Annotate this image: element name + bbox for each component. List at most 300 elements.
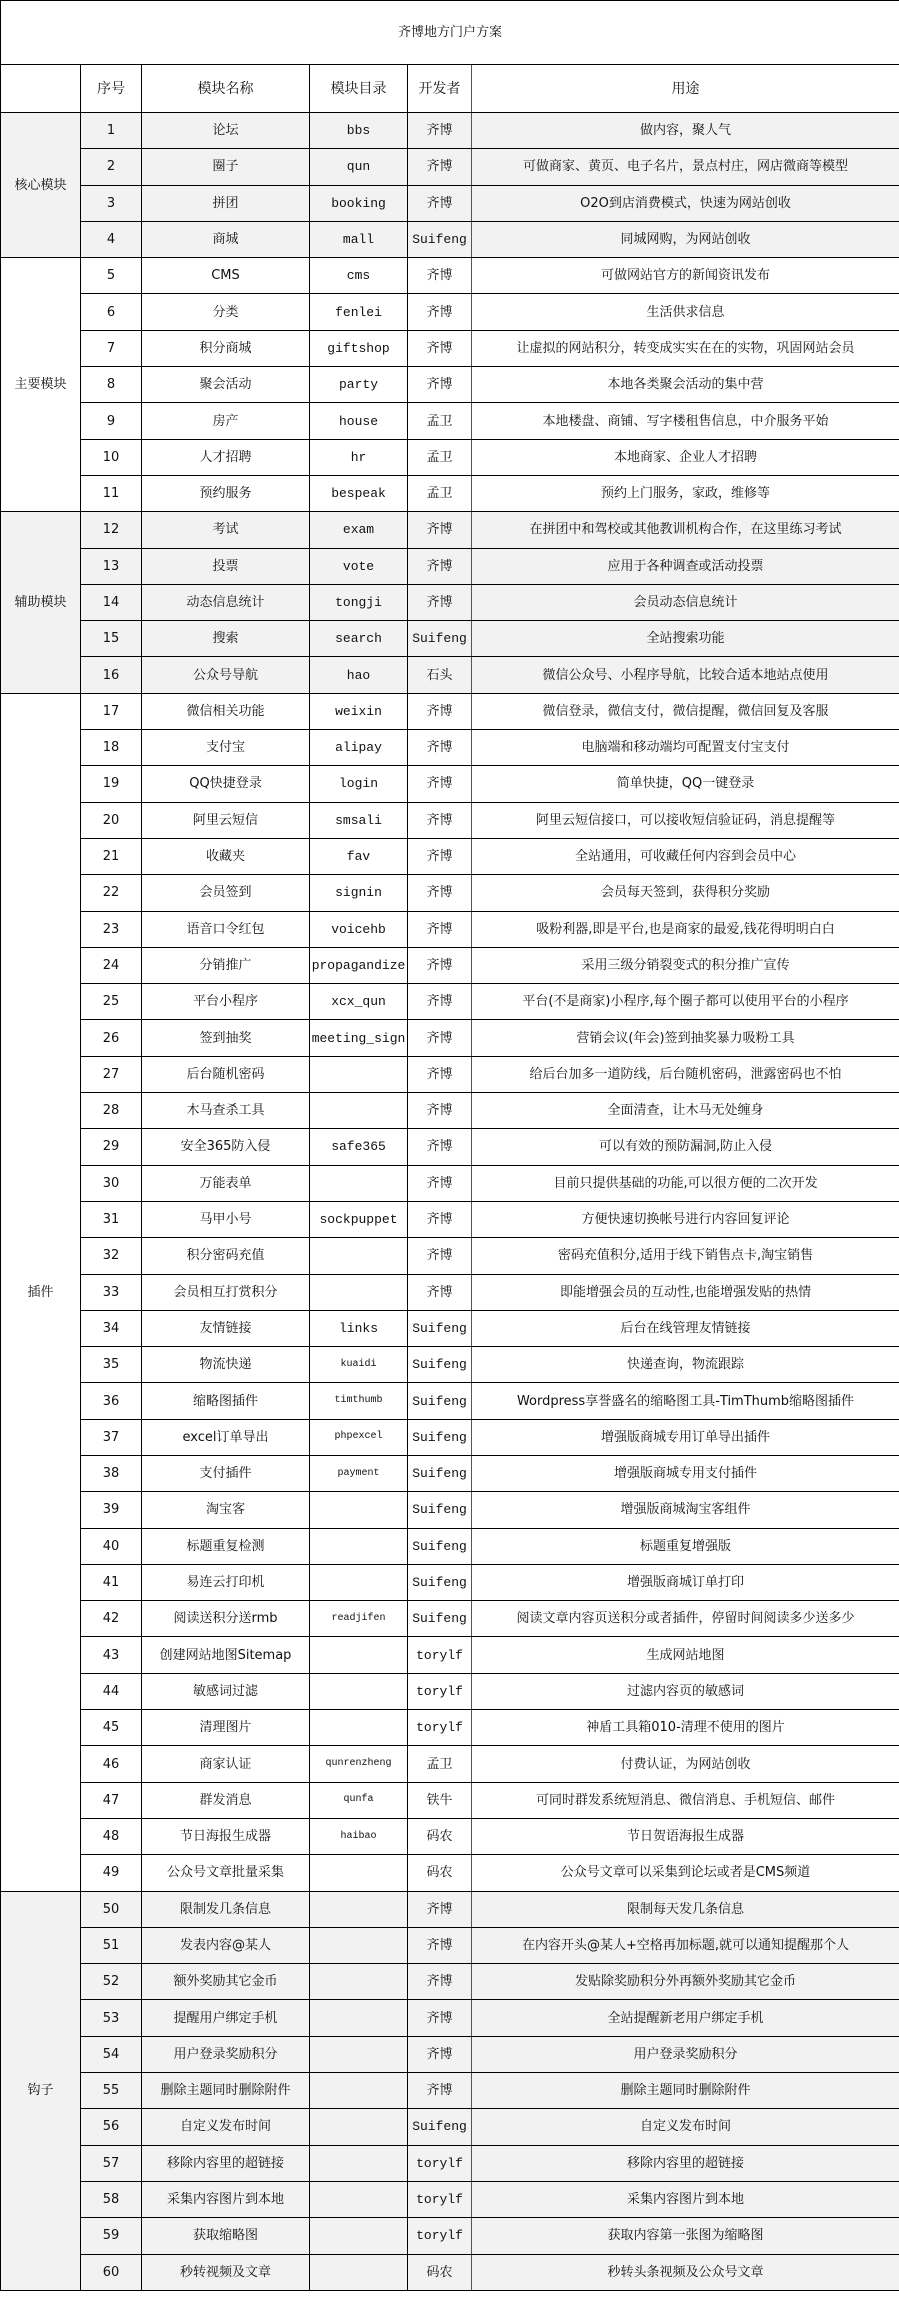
table-row [1,2109,899,2145]
table-row [1,766,899,802]
cell-module-dir: booking [310,185,408,221]
cell-module-name: 物流快递 [142,1347,310,1383]
table-row [1,657,899,693]
cell-module-name: 节日海报生成器 [142,1818,310,1854]
cell-module-name: 人才招聘 [142,439,310,475]
cell-developer: 齐博 [408,2000,472,2036]
cell-developer: 齐博 [408,911,472,947]
cell-seq: 25 [81,984,142,1020]
cell-developer: 齐博 [408,1165,472,1201]
table-row [1,221,899,257]
cell-seq: 2 [81,149,142,185]
cell-developer: 齐博 [408,693,472,729]
cell-developer: 齐博 [408,730,472,766]
cell-module-name: 淘宝客 [142,1492,310,1528]
cell-module-name: 敏感词过滤 [142,1673,310,1709]
table-row [1,1165,899,1201]
cell-module-dir: login [310,766,408,802]
table-row [1,258,899,294]
cell-module-name: 额外奖励其它金币 [142,1964,310,2000]
cell-module-dir [310,2073,408,2109]
cell-seq: 16 [81,657,142,693]
cell-module-dir: search [310,621,408,657]
cell-developer: Suifeng [408,1528,472,1564]
table-row [1,294,899,330]
cell-seq: 32 [81,1238,142,1274]
group-label: 主要模块 [1,258,81,512]
cell-seq: 42 [81,1601,142,1637]
cell-seq: 28 [81,1093,142,1129]
cell-developer: Suifeng [408,1310,472,1346]
cell-module-dir [310,1964,408,2000]
cell-module-dir: qun [310,149,408,185]
cell-usage: 阅读文章内容页送积分或者插件，停留时间阅读多少送多少 [472,1601,899,1637]
cell-developer: torylf [408,2181,472,2217]
cell-module-dir: haibao [310,1818,408,1854]
cell-module-dir: meeting_sign [310,1020,408,1056]
cell-developer: 齐博 [408,2073,472,2109]
cell-usage: 公众号文章可以采集到论坛或者是CMS频道 [472,1855,899,1891]
cell-module-name: 删除主题同时删除附件 [142,2073,310,2109]
table-row [1,512,899,548]
cell-developer: torylf [408,2145,472,2181]
table-row [1,2073,899,2109]
cell-usage: 标题重复增强版 [472,1528,899,1564]
cell-usage: 全面清查，让木马无处缠身 [472,1093,899,1129]
cell-module-dir: qunrenzheng [310,1746,408,1782]
cell-seq: 10 [81,439,142,475]
cell-usage: 付费认证，为网站创收 [472,1746,899,1782]
cell-seq: 1 [81,113,142,149]
cell-module-dir: giftshop [310,330,408,366]
cell-developer: 齐博 [408,1129,472,1165]
cell-seq: 33 [81,1274,142,1310]
cell-seq: 20 [81,802,142,838]
cell-module-name: 商家认证 [142,1746,310,1782]
table-row [1,1673,899,1709]
cell-seq: 51 [81,1927,142,1963]
cell-module-dir [310,1056,408,1092]
table-row [1,2000,899,2036]
table-row [1,1564,899,1600]
cell-usage: 微信登录，微信支付，微信提醒，微信回复及客服 [472,693,899,729]
cell-module-name: 群发消息 [142,1782,310,1818]
cell-usage: 全站通用，可收藏任何内容到会员中心 [472,838,899,874]
table-row [1,621,899,657]
cell-module-name: 签到抽奖 [142,1020,310,1056]
cell-usage: 发贴除奖励积分外再额外奖励其它金币 [472,1964,899,2000]
cell-seq: 15 [81,621,142,657]
header-dir: 模块目录 [310,65,408,113]
cell-usage: 预约上门服务，家政，维修等 [472,475,899,511]
cell-developer: torylf [408,2218,472,2254]
cell-usage: 简单快捷，QQ一键登录 [472,766,899,802]
cell-seq: 4 [81,221,142,257]
cell-seq: 60 [81,2254,142,2290]
cell-usage: O2O到店消费模式，快速为网站创收 [472,185,899,221]
table-row [1,548,899,584]
cell-usage: 让虚拟的网站积分，转变成实实在在的实物，巩固网站会员 [472,330,899,366]
cell-seq: 19 [81,766,142,802]
cell-developer: 齐博 [408,1020,472,1056]
cell-usage: 全站提醒新老用户绑定手机 [472,2000,899,2036]
cell-module-dir: sockpuppet [310,1201,408,1237]
cell-seq: 12 [81,512,142,548]
cell-usage: 后台在线管理友情链接 [472,1310,899,1346]
cell-usage: 本地楼盘、商铺、写字楼租售信息，中介服务平始 [472,403,899,439]
table-row [1,875,899,911]
cell-developer: 孟卫 [408,475,472,511]
cell-usage: 节日贺语海报生成器 [472,1818,899,1854]
table-row [1,1383,899,1419]
table-row [1,838,899,874]
cell-module-name: 后台随机密码 [142,1056,310,1092]
cell-module-name: 阿里云短信 [142,802,310,838]
cell-developer: 齐博 [408,258,472,294]
cell-seq: 24 [81,947,142,983]
table-row [1,1419,899,1455]
cell-module-dir: exam [310,512,408,548]
cell-module-dir [310,2036,408,2072]
cell-seq: 6 [81,294,142,330]
cell-usage: 会员每天签到，获得积分奖励 [472,875,899,911]
cell-usage: 在内容开头@某人+空格再加标题,就可以通知提醒那个人 [472,1927,899,1963]
cell-seq: 48 [81,1818,142,1854]
cell-seq: 53 [81,2000,142,2036]
cell-usage: 移除内容里的超链接 [472,2145,899,2181]
cell-developer: 齐博 [408,2036,472,2072]
table-row [1,984,899,1020]
cell-module-name: excel订单导出 [142,1419,310,1455]
header-group [1,65,81,113]
cell-usage: 目前只提供基础的功能,可以很方便的二次开发 [472,1165,899,1201]
cell-module-dir [310,1165,408,1201]
cell-usage: 生成网站地图 [472,1637,899,1673]
cell-seq: 47 [81,1782,142,1818]
table-row [1,2181,899,2217]
cell-usage: 增强版商城专用支付插件 [472,1455,899,1491]
cell-seq: 55 [81,2073,142,2109]
group-label: 钩子 [1,1891,81,2290]
cell-developer: Suifeng [408,1419,472,1455]
cell-usage: 增强版商城订单打印 [472,1564,899,1600]
cell-seq: 57 [81,2145,142,2181]
cell-usage: Wordpress享誉盛名的缩略图工具-TimThumb缩略图插件 [472,1383,899,1419]
cell-module-dir: cms [310,258,408,294]
cell-module-dir [310,1274,408,1310]
cell-seq: 43 [81,1637,142,1673]
cell-module-dir: mall [310,221,408,257]
table-row [1,1238,899,1274]
cell-seq: 7 [81,330,142,366]
group-label: 核心模块 [1,113,81,258]
cell-developer: 码农 [408,1855,472,1891]
cell-usage: 可同时群发系统短消息、微信消息、手机短信、邮件 [472,1782,899,1818]
cell-usage: 电脑端和移动端均可配置支付宝支付 [472,730,899,766]
cell-usage: 微信公众号、小程序导航，比较合适本地站点使用 [472,657,899,693]
cell-developer: torylf [408,1673,472,1709]
cell-seq: 27 [81,1056,142,1092]
cell-developer: 齐博 [408,584,472,620]
cell-module-dir [310,1891,408,1927]
table-row [1,2036,899,2072]
cell-usage: 采用三级分销裂变式的积分推广宣传 [472,947,899,983]
cell-module-dir [310,2181,408,2217]
cell-seq: 34 [81,1310,142,1346]
cell-usage: 密码充值积分,适用于线下销售点卡,淘宝销售 [472,1238,899,1274]
cell-module-dir: voicehb [310,911,408,947]
cell-module-name: 分类 [142,294,310,330]
cell-module-name: 秒转视频及文章 [142,2254,310,2290]
cell-module-name: 收藏夹 [142,838,310,874]
cell-module-dir [310,1673,408,1709]
cell-usage: 营销会议(年会)签到抽奖暴力吸粉工具 [472,1020,899,1056]
cell-module-name: 采集内容图片到本地 [142,2181,310,2217]
cell-usage: 做内容，聚人气 [472,113,899,149]
cell-module-dir: payment [310,1455,408,1491]
table-row [1,113,899,149]
cell-module-name: 友情链接 [142,1310,310,1346]
cell-seq: 59 [81,2218,142,2254]
table-row [1,1020,899,1056]
cell-developer: 齐博 [408,1927,472,1963]
cell-usage: 吸粉利器,即是平台,也是商家的最爱,钱花得明明白白 [472,911,899,947]
cell-usage: 给后台加多一道防线，后台随机密码，泄露密码也不怕 [472,1056,899,1092]
cell-developer: 齐博 [408,1093,472,1129]
cell-module-name: 提醒用户绑定手机 [142,2000,310,2036]
table-row [1,1782,899,1818]
table-row [1,730,899,766]
cell-developer: Suifeng [408,221,472,257]
table-row [1,149,899,185]
cell-seq: 54 [81,2036,142,2072]
cell-seq: 3 [81,185,142,221]
cell-developer: 码农 [408,1818,472,1854]
cell-developer: Suifeng [408,1492,472,1528]
table-row [1,693,899,729]
cell-module-name: 考试 [142,512,310,548]
header-dev: 开发者 [408,65,472,113]
cell-module-name: 拼团 [142,185,310,221]
cell-usage: 采集内容图片到本地 [472,2181,899,2217]
cell-module-dir [310,1855,408,1891]
cell-module-name: 易连云打印机 [142,1564,310,1600]
table-row [1,475,899,511]
cell-module-dir: xcx_qun [310,984,408,1020]
cell-developer: 石头 [408,657,472,693]
table-row [1,1528,899,1564]
table-row [1,1927,899,1963]
table-row [1,2218,899,2254]
cell-usage: 应用于各种调查或活动投票 [472,548,899,584]
cell-developer: Suifeng [408,1564,472,1600]
cell-developer: 铁牛 [408,1782,472,1818]
cell-module-name: 微信相关功能 [142,693,310,729]
cell-seq: 8 [81,367,142,403]
cell-module-name: 支付插件 [142,1455,310,1491]
cell-developer: Suifeng [408,621,472,657]
cell-developer: Suifeng [408,1601,472,1637]
cell-seq: 21 [81,838,142,874]
cell-developer: 齐博 [408,548,472,584]
table-row [1,802,899,838]
table-row [1,403,899,439]
cell-seq: 30 [81,1165,142,1201]
cell-developer: 齐博 [408,1964,472,2000]
table-row [1,1310,899,1346]
table-row [1,1455,899,1491]
table-row [1,1492,899,1528]
header-name: 模块名称 [142,65,310,113]
cell-seq: 37 [81,1419,142,1455]
cell-seq: 14 [81,584,142,620]
cell-developer: 齐博 [408,185,472,221]
table-row [1,330,899,366]
cell-usage: 本地商家、企业人才招聘 [472,439,899,475]
cell-developer: 齐博 [408,113,472,149]
cell-module-dir [310,1093,408,1129]
cell-seq: 29 [81,1129,142,1165]
cell-developer: 码农 [408,2254,472,2290]
cell-developer: 齐博 [408,149,472,185]
cell-seq: 49 [81,1855,142,1891]
cell-usage: 用户登录奖励积分 [472,2036,899,2072]
cell-seq: 11 [81,475,142,511]
header-use: 用途 [472,65,899,113]
table-row [1,1274,899,1310]
cell-seq: 41 [81,1564,142,1600]
cell-seq: 23 [81,911,142,947]
cell-usage: 限制每天发几条信息 [472,1891,899,1927]
cell-developer: Suifeng [408,1347,472,1383]
cell-module-dir [310,2254,408,2290]
table-row [1,185,899,221]
cell-seq: 17 [81,693,142,729]
cell-module-dir: party [310,367,408,403]
cell-module-dir: hao [310,657,408,693]
cell-module-name: 万能表单 [142,1165,310,1201]
cell-module-dir: timthumb [310,1383,408,1419]
cell-usage: 神盾工具箱010-清理不使用的图片 [472,1710,899,1746]
cell-module-dir [310,1927,408,1963]
cell-usage: 增强版商城专用订单导出插件 [472,1419,899,1455]
cell-usage: 生活供求信息 [472,294,899,330]
cell-developer: 齐博 [408,984,472,1020]
cell-module-name: 限制发几条信息 [142,1891,310,1927]
table-row [1,2145,899,2181]
cell-developer: 孟卫 [408,1746,472,1782]
cell-developer: torylf [408,1710,472,1746]
table-row [1,1964,899,2000]
cell-usage: 可做商家、黄页、电子名片，景点村庄，网店微商等模型 [472,149,899,185]
cell-seq: 40 [81,1528,142,1564]
cell-module-name: 木马查杀工具 [142,1093,310,1129]
cell-developer: Suifeng [408,2109,472,2145]
cell-module-dir: safe365 [310,1129,408,1165]
cell-module-dir [310,2000,408,2036]
cell-module-dir: alipay [310,730,408,766]
cell-seq: 35 [81,1347,142,1383]
cell-module-dir: hr [310,439,408,475]
cell-module-dir: smsali [310,802,408,838]
table-row [1,1201,899,1237]
cell-module-name: 搜索 [142,621,310,657]
cell-module-name: CMS [142,258,310,294]
cell-seq: 46 [81,1746,142,1782]
cell-developer: 齐博 [408,802,472,838]
cell-developer: 齐博 [408,1238,472,1274]
cell-usage: 全站搜索功能 [472,621,899,657]
table-row [1,947,899,983]
cell-developer: Suifeng [408,1383,472,1419]
cell-module-name: 支付宝 [142,730,310,766]
cell-module-dir: kuaidi [310,1347,408,1383]
cell-module-dir [310,2109,408,2145]
cell-module-dir [310,1564,408,1600]
table-row [1,1710,899,1746]
table-row [1,1093,899,1129]
table-row [1,367,899,403]
cell-developer: 齐博 [408,1891,472,1927]
cell-module-dir [310,1492,408,1528]
cell-module-name: 阅读送积分送rmb [142,1601,310,1637]
cell-usage: 删除主题同时删除附件 [472,2073,899,2109]
cell-module-dir: tongji [310,584,408,620]
cell-developer: 孟卫 [408,403,472,439]
table-row [1,1601,899,1637]
table-row [1,1746,899,1782]
table-row [1,1818,899,1854]
cell-developer: Suifeng [408,1455,472,1491]
table-row [1,911,899,947]
cell-module-name: 论坛 [142,113,310,149]
cell-usage: 获取内容第一张图为缩略图 [472,2218,899,2254]
cell-seq: 36 [81,1383,142,1419]
cell-module-name: 缩略图插件 [142,1383,310,1419]
cell-module-name: 平台小程序 [142,984,310,1020]
cell-module-dir: phpexcel [310,1419,408,1455]
cell-seq: 22 [81,875,142,911]
cell-module-name: 标题重复检测 [142,1528,310,1564]
cell-usage: 同城网购，为网站创收 [472,221,899,257]
page-title: 齐博地方门户方案 [1,1,899,65]
cell-module-dir: signin [310,875,408,911]
cell-seq: 52 [81,1964,142,2000]
cell-module-dir: bespeak [310,475,408,511]
cell-developer: 齐博 [408,766,472,802]
cell-seq: 5 [81,258,142,294]
cell-developer: 齐博 [408,367,472,403]
cell-usage: 可做网站官方的新闻资讯发布 [472,258,899,294]
cell-seq: 9 [81,403,142,439]
cell-module-name: 安全365防入侵 [142,1129,310,1165]
cell-module-name: 创建网站地图Sitemap [142,1637,310,1673]
cell-module-name: 动态信息统计 [142,584,310,620]
cell-developer: 齐博 [408,1056,472,1092]
table-row [1,1056,899,1092]
table-row [1,1855,899,1891]
cell-module-dir: readjifen [310,1601,408,1637]
cell-usage: 即能增强会员的互动性,也能增强发贴的热情 [472,1274,899,1310]
cell-usage: 会员动态信息统计 [472,584,899,620]
table-row [1,1347,899,1383]
cell-module-name: 积分密码充值 [142,1238,310,1274]
cell-developer: 齐博 [408,1274,472,1310]
cell-usage: 过滤内容页的敏感词 [472,1673,899,1709]
cell-seq: 45 [81,1710,142,1746]
cell-seq: 26 [81,1020,142,1056]
cell-module-name: 用户登录奖励积分 [142,2036,310,2072]
